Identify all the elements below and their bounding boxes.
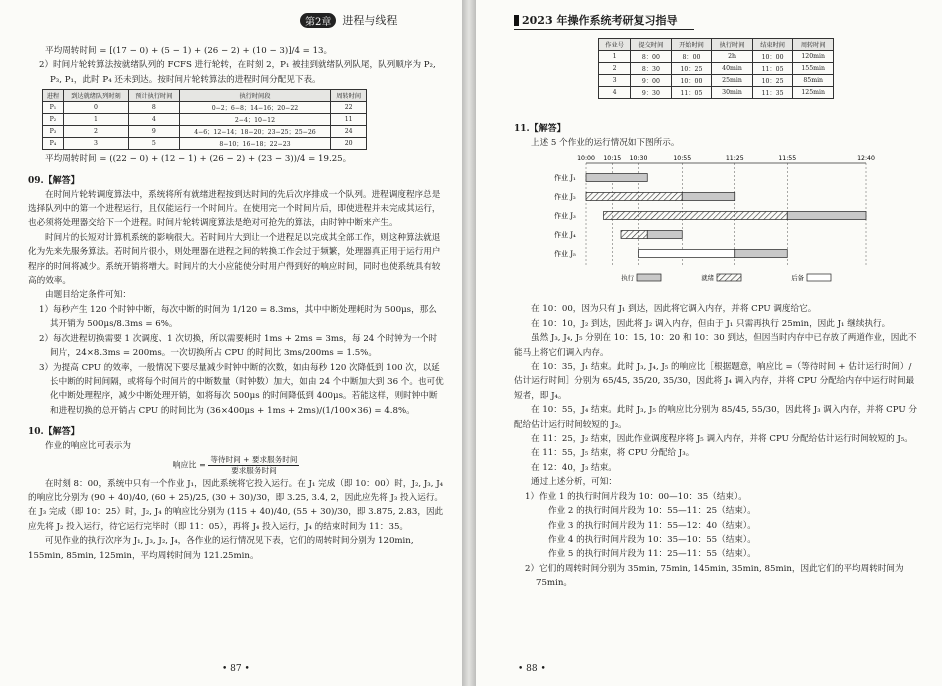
table-header-row bbox=[43, 90, 367, 102]
paragraph: 在 10：10，J₂ 到达，因此将 J₂ 调入内存，但由于 J₁ 只需再执行 25min，因此 J₁ 继续执行。 bbox=[531, 318, 891, 329]
column-header: 结束时间 bbox=[752, 39, 793, 51]
legend-swatch bbox=[807, 274, 831, 281]
paragraph: 在 10：00，因为只有 J₁ 到达，因此将它调入内存，并将 CPU 调度给它。 bbox=[531, 304, 817, 315]
legend-swatch bbox=[637, 274, 661, 281]
list-item: 作业 2 的执行时间片段为 10：55—11：25（结束）。 bbox=[548, 506, 756, 517]
table-cell: 8：00 bbox=[671, 51, 712, 63]
list-item: 作业 4 的执行时间片段为 10：35—10：55（结束）。 bbox=[548, 534, 756, 545]
job-row-label: 作业 J₁ bbox=[554, 174, 576, 183]
chapter-badge: 第2章 bbox=[300, 13, 336, 28]
page-number-right: • 88 • bbox=[518, 664, 546, 674]
table-cell: 11：05 bbox=[671, 87, 712, 99]
table-cell: 25min bbox=[712, 75, 753, 87]
q10-paragraphs bbox=[28, 477, 444, 563]
table-cell: 85min bbox=[793, 75, 834, 87]
time-tick-label: 10:00 bbox=[577, 155, 595, 163]
q11-paragraphs bbox=[514, 302, 918, 489]
table-cell: 8 bbox=[129, 102, 179, 114]
column-header: 开始时间 bbox=[671, 39, 712, 51]
header-block-mark bbox=[514, 15, 519, 26]
column-header: 进程 bbox=[43, 90, 64, 102]
page-number-left: • 87 • bbox=[222, 664, 250, 674]
legend-swatch bbox=[717, 274, 741, 281]
paragraph: 在时间片轮转调度算法中，系统将所有就绪进程按到达时间的先后次序排成一个队列。进程调度程序总是选择队列中的第一个进程运行，且仅能运行一个时间片。在使用完一个时间片后，即使进程并未完成其运行，也必须将处理器交给下一个进程。时间片轮转调度算法是绝对可抢先的算法，由时钟中断来产生。 bbox=[28, 189, 441, 229]
summary-subitems bbox=[514, 504, 918, 562]
job-row-label: 作业 J₄ bbox=[554, 231, 576, 240]
job-row bbox=[599, 63, 834, 75]
table-cell: P₄ bbox=[43, 138, 64, 150]
paragraph: 在 11：55，J₅ 结束，将 CPU 分配给 J₃。 bbox=[531, 448, 695, 459]
q10-intro: 作业的响应比可表示为 bbox=[45, 441, 131, 452]
table-cell: 4 bbox=[129, 114, 179, 126]
table-cell: 11：35 bbox=[752, 87, 793, 99]
paragraph: 时间片的长短对计算机系统的影响很大。若时间片大到让一个进程足以完成其全部工作，则这种算法就退化为先来先服务算法。若时间片很小，则处理器在进程之间的转换工作会过于频繁，处理器真正用于运行用户程序的时间将减少。系统开销将增大。时间片的大小应能使分时用户得到好的响应时间，同时也使系统具有较高的效率。 bbox=[28, 232, 441, 287]
table-cell: 4−6；12−14；18−20；23−25；25−26 bbox=[179, 126, 331, 138]
gantt-segment bbox=[647, 231, 682, 239]
paragraph: 在时刻 8：00，系统中只有一个作业 J₁，因此系统将它投入运行。在 J₁ 完成（即 10：00）时，J₂, J₃, J₄ 的响应比分别为 (90 + 40)/40, (60 + 25)/25, (30 + 30)/30，即 3.25, 3.4, 2，因此应先将 J₃ 投入运行。在 J₃ 完成（即 10：25）时，J₂, J₄ 的响应比分别为 (115 + 40)/40, (55 + 30)/30，即 3.875, 2.83，因此应先将 J₂ 投入运行，待它运行完毕时（即 11：05），再将 J₄ 投入运行，J₄ 的结束时间为 11：35。 bbox=[28, 478, 444, 532]
table-cell: 155min bbox=[793, 63, 834, 75]
book-header-title: 2023 年操作系统考研复习指导 bbox=[522, 14, 678, 27]
table-cell: P₁ bbox=[43, 102, 64, 114]
gantt-segment bbox=[586, 193, 682, 201]
column-header: 执行时间段 bbox=[179, 90, 331, 102]
time-tick-label: 10:15 bbox=[603, 155, 622, 163]
time-tick-label: 12:40 bbox=[857, 155, 875, 163]
summary-item-1: 1）作业 1 的执行时间片段为 10：00—10：35（结束）。 bbox=[525, 491, 747, 502]
table-cell: 9 bbox=[129, 126, 179, 138]
q11-title: 11.【解答】 bbox=[514, 124, 566, 134]
avg-turnaround-1: 平均周转时间 = [(17 − 0) + (5 − 1) + (26 − 2) + (10 − 3)]/4 = 13。 bbox=[45, 46, 333, 56]
q09-paragraphs bbox=[28, 188, 444, 303]
table-cell: 2 bbox=[63, 126, 128, 138]
rr-table bbox=[42, 89, 367, 150]
column-header: 执行时间 bbox=[712, 39, 753, 51]
chapter-title: 进程与线程 bbox=[342, 14, 398, 27]
table-header-row bbox=[599, 39, 834, 51]
job-row-label: 作业 J₃ bbox=[554, 212, 576, 221]
list-item: 作业 5 的执行时间片段为 11：25—11：55（结束）。 bbox=[548, 549, 756, 560]
job-row bbox=[599, 51, 834, 63]
table-cell: P₃ bbox=[43, 126, 64, 138]
table-cell: 10：25 bbox=[752, 75, 793, 87]
job-row-label: 作业 J₅ bbox=[554, 250, 576, 259]
job-table bbox=[598, 38, 834, 99]
table-cell: 10：00 bbox=[752, 51, 793, 63]
formula-denominator: 要求服务时间 bbox=[231, 465, 277, 475]
gantt-segment bbox=[639, 250, 735, 258]
table-cell: 4 bbox=[599, 87, 631, 99]
gantt-segment bbox=[735, 250, 788, 258]
table-cell: 2h bbox=[712, 51, 753, 63]
paragraph: 在 10：55，J₄ 结束。此时 J₃, J₅ 的响应比分别为 85/45, 55/30，因此将 J₃ 调入内存，并将 CPU 分配给估计运行时间较短的 J₂。 bbox=[514, 405, 917, 430]
book-header bbox=[514, 12, 694, 30]
formula-lhs: 响应比 = bbox=[172, 460, 206, 470]
process-row bbox=[43, 126, 367, 138]
table-cell: 5 bbox=[129, 138, 179, 150]
table-cell: 9：30 bbox=[631, 87, 672, 99]
paragraph: 在 10：35，J₁ 结束。此时 J₃, J₄, J₅ 的响应比［根据题意，响应比 =（等待时间 + 估计运行时间）/估计运行时间］分别为 65/45, 35/20, 35/30，因此将 J₄ 调入内存，并将 CPU 分配给内存中运行时间最短者，即 J₄。 bbox=[514, 362, 915, 401]
paragraph: 在 11：25，J₂ 结束，因此作业调度程序将 J₅ 调入内存，并将 CPU 分配给估计运行时间较短的 J₅。 bbox=[531, 434, 913, 445]
right-page bbox=[476, 0, 942, 686]
paragraph: 通过上述分析，可知： bbox=[531, 477, 617, 488]
table-cell: 3 bbox=[63, 138, 128, 150]
gantt-chart bbox=[514, 152, 884, 302]
time-tick-label: 11:55 bbox=[778, 155, 797, 163]
list-item: 2）每次进程切换需要 1 次调度、1 次切换，所以需要耗时 1ms + 2ms = 3ms，每 24 个时钟为一个时间片，24×8.3ms = 200ms。一次切换所占 CPU 的时间比 3ms/200ms = 1.5%。 bbox=[39, 333, 438, 359]
table-cell: 1 bbox=[599, 51, 631, 63]
process-row bbox=[43, 138, 367, 150]
paragraph: 由题目给定条件可知： bbox=[45, 290, 131, 301]
table-cell: 8−10；16−18；22−23 bbox=[179, 138, 331, 150]
table-cell: 8：30 bbox=[631, 63, 672, 75]
table-cell: 2−4；10−12 bbox=[179, 114, 331, 126]
table-cell: P₂ bbox=[43, 114, 64, 126]
gantt-segment bbox=[604, 212, 788, 220]
column-header: 提交时间 bbox=[631, 39, 672, 51]
table-cell: 10：25 bbox=[671, 63, 712, 75]
table-cell: 11：05 bbox=[752, 63, 793, 75]
table-cell: 10：00 bbox=[671, 75, 712, 87]
table-cell: 20 bbox=[331, 138, 367, 150]
paragraph: 可见作业的执行次序为 J₁, J₃, J₂, J₄，各作业的运行情况见下表，它们的周转时间分别为 120min, 155min, 85min, 125min，平均周转时间为 121.25min。 bbox=[28, 536, 414, 561]
gantt-segment bbox=[682, 193, 735, 201]
q09-title: 09.【解答】 bbox=[28, 175, 80, 186]
book-gutter bbox=[462, 0, 476, 686]
formula-numerator: 等待时间 + 要求服务时间 bbox=[210, 454, 298, 464]
legend-label: 执行 bbox=[621, 274, 634, 283]
process-row bbox=[43, 102, 367, 114]
rr-item-2: 2）时间片轮转算法按就绪队列的 FCFS 进行轮转，在时刻 2，P₁ 被挂到就绪队列队尾，队列顺序为 P₂, P₃, P₁，此时 P₄ 还未到达。按时间片轮转算法的进程时间分配见下表。 bbox=[39, 60, 436, 85]
table-cell: 1 bbox=[63, 114, 128, 126]
running-head bbox=[300, 12, 397, 28]
job-row bbox=[599, 75, 834, 87]
table-cell: 40min bbox=[712, 63, 753, 75]
table-cell: 2 bbox=[599, 63, 631, 75]
time-tick-label: 10:30 bbox=[629, 155, 648, 163]
table-cell: 11 bbox=[331, 114, 367, 126]
column-header: 预计执行时间 bbox=[129, 90, 179, 102]
column-header: 作业号 bbox=[599, 39, 631, 51]
process-row bbox=[43, 114, 367, 126]
list-item: 作业 3 的执行时间片段为 11：55—12：40（结束）。 bbox=[548, 520, 756, 531]
q11-intro: 上述 5 个作业的运行情况如下图所示。 bbox=[531, 138, 680, 148]
response-ratio-formula bbox=[28, 455, 444, 476]
avg-turnaround-2: 平均周转时间 = ((22 − 0) + (12 − 1) + (26 − 2) + (23 − 3))/4 = 19.25。 bbox=[45, 154, 352, 165]
time-tick-label: 11:25 bbox=[725, 155, 744, 163]
column-header: 到达就绪队列时刻 bbox=[63, 90, 128, 102]
job-row bbox=[599, 87, 834, 99]
column-header: 周转时间 bbox=[793, 39, 834, 51]
table-cell: 125min bbox=[793, 87, 834, 99]
table-cell: 0−2；6−8；14−16；20−22 bbox=[179, 102, 331, 114]
table-cell: 3 bbox=[599, 75, 631, 87]
table-cell: 120min bbox=[793, 51, 834, 63]
list-item: 3）为提高 CPU 的效率，一般情况下要尽量减少时钟中断的次数，如由每秒 120 次降低到 100 次，以延长中断的时间间隔，或将每个时间片的中断数量（时钟数）加大，如由 24 个中断加大到 36 个。也可优化中断处理程序，减少中断处理开销，如将每次 500μs 的时间降低到 400μs。若能这样，则时钟中断和进程切换的总开销占 CPU 的时间比为 (36×400μs + 1ms + 2ms)/(1/100×36) = 4.8%。 bbox=[39, 362, 444, 416]
column-header: 周转时间 bbox=[331, 90, 367, 102]
table-cell: 9：00 bbox=[631, 75, 672, 87]
gantt-segment bbox=[621, 231, 647, 239]
gantt-segment bbox=[586, 174, 647, 182]
summary-item-2: 2）它们的周转时间分别为 35min, 75min, 145min, 35min, 85min，因此它们的平均周转时间为 75min。 bbox=[525, 563, 904, 589]
paragraph: 在 12：40，J₃ 结束。 bbox=[531, 462, 617, 473]
paragraph: 虽然 J₃, J₄, J₅ 分别在 10：15, 10：20 和 10：30 到达，但因当时内存中已存放了两道作业，因此不能马上将它们调入内存。 bbox=[514, 333, 917, 358]
list-item: 1）每秒产生 120 个时钟中断，每次中断的时间为 1/120 = 8.3ms，其中中断处理耗时为 500μs，那么其开销为 500μs/8.3ms = 6%。 bbox=[39, 304, 437, 330]
table-cell: 24 bbox=[331, 126, 367, 138]
gantt-segment bbox=[787, 212, 866, 220]
time-tick-label: 10:55 bbox=[673, 155, 692, 163]
legend-label: 就绪 bbox=[701, 274, 714, 283]
table-cell: 0 bbox=[63, 102, 128, 114]
table-cell: 8：00 bbox=[631, 51, 672, 63]
left-page bbox=[0, 0, 462, 686]
legend-label: 后备 bbox=[791, 274, 804, 283]
job-row-label: 作业 J₂ bbox=[554, 193, 576, 202]
q10-title: 10.【解答】 bbox=[28, 427, 80, 438]
table-cell: 22 bbox=[331, 102, 367, 114]
q09-items bbox=[28, 303, 444, 418]
table-cell: 30min bbox=[712, 87, 753, 99]
